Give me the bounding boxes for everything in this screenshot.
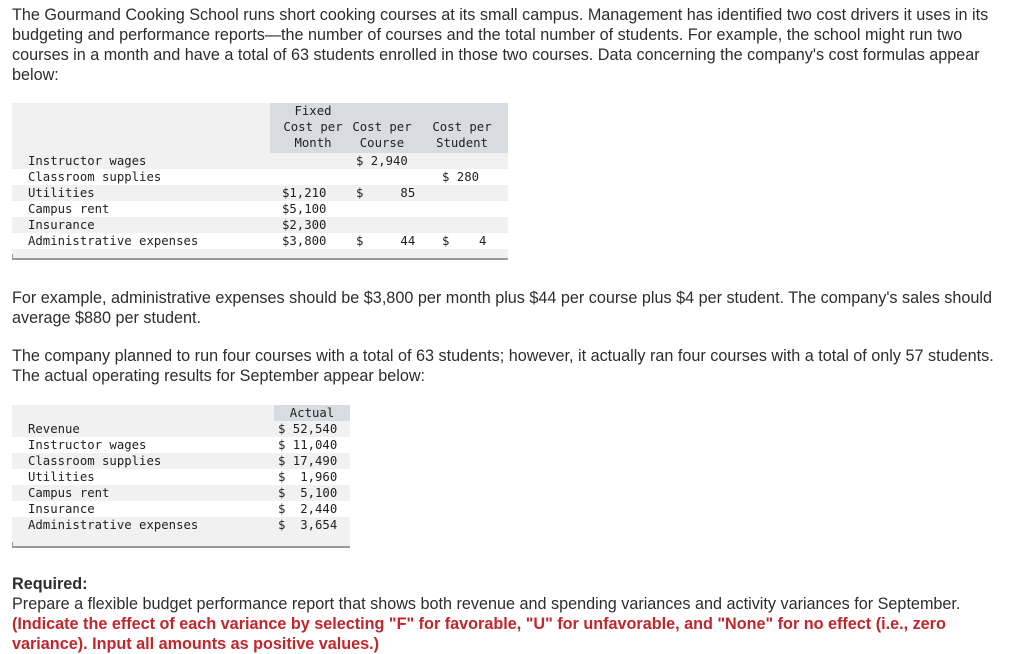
row-label: Campus rent: [28, 202, 110, 216]
row-fixed-cost: $3,800: [282, 234, 327, 248]
row-fixed-cost: $1,210: [282, 186, 327, 200]
row-label: Insurance: [28, 218, 95, 232]
plan-paragraph: The company planned to run four courses with a total of 63 students; however, it actually ran four courses with a total of only 57 students. The actual operating results for September appear below:: [12, 347, 994, 385]
table-bottom-border: [12, 258, 508, 260]
required-section: [12, 574, 1012, 654]
row-label: Administrative expenses: [28, 518, 199, 532]
header-fixed-line2: Cost per: [283, 120, 343, 134]
intro-paragraph: The Gourmand Cooking School runs short cooking courses at its small campus. Management has identified two cost drivers it uses in its budgeting and performance reports—the number of courses and the total number of students. For example, the school might run two courses in a month and have a total of 63 students enrolled in those two courses. Data concerning the company's cost formulas appear below:: [12, 6, 989, 84]
row-actual-value: $ 3,654: [278, 518, 338, 532]
row-label: Classroom supplies: [28, 454, 162, 468]
row-student-cost: $ 280: [442, 170, 480, 184]
row-student-cost: $ 4: [442, 234, 487, 248]
row-label: Administrative expenses: [28, 234, 199, 248]
example-paragraph: For example, administrative expenses should be $3,800 per month plus $44 per course plus $4 per student. The company's sales should average $880 per student.: [12, 289, 993, 327]
table-bottom-tick: [12, 254, 13, 260]
row-actual-value: $ 5,100: [278, 486, 338, 500]
row-label: Insurance: [28, 502, 95, 516]
required-title: Required:: [12, 575, 88, 593]
header-course-line1: Cost per: [352, 120, 412, 134]
header-student-line2: Student: [436, 136, 488, 150]
row-label: Utilities: [28, 186, 95, 200]
row-label: Instructor wages: [28, 438, 147, 452]
table-bottom-border: [12, 546, 350, 548]
row-actual-value: $ 17,490: [278, 454, 338, 468]
row-label: Classroom supplies: [28, 170, 162, 184]
row-actual-value: $ 52,540: [278, 422, 338, 436]
row-actual-value: $ 2,440: [278, 502, 338, 516]
header-fixed-line1: Fixed: [294, 104, 332, 118]
row-course-cost: $ 85: [356, 186, 416, 200]
row-label: Instructor wages: [28, 154, 147, 168]
row-actual-value: $ 1,960: [278, 470, 338, 484]
row-course-cost: $ 2,940: [356, 154, 408, 168]
row-label: Revenue: [28, 422, 80, 436]
row-fixed-cost: $5,100: [282, 202, 327, 216]
required-instruction: (Indicate the effect of each variance by selecting "F" for favorable, "U" for unfavorable, and "None" for no effect (i.e., zero variance). Input all amounts as positive values.): [12, 615, 946, 653]
header-course-line2: Course: [359, 136, 405, 150]
table-bottom-tick: [12, 542, 13, 548]
row-label: Utilities: [28, 470, 95, 484]
row-fixed-cost: $2,300: [282, 218, 327, 232]
header-fixed-line3: Month: [294, 136, 332, 150]
row-actual-value: $ 11,040: [278, 438, 338, 452]
header-student-line1: Cost per: [432, 120, 492, 134]
cost-formulas-table: [12, 103, 508, 260]
required-text: Prepare a flexible budget performance report that shows both revenue and spending variances and activity variances for September.: [12, 595, 961, 613]
header-actual: Actual: [289, 406, 335, 420]
actual-results-table: [12, 405, 350, 548]
row-label: Campus rent: [28, 486, 110, 500]
row-course-cost: $ 44: [356, 234, 416, 248]
